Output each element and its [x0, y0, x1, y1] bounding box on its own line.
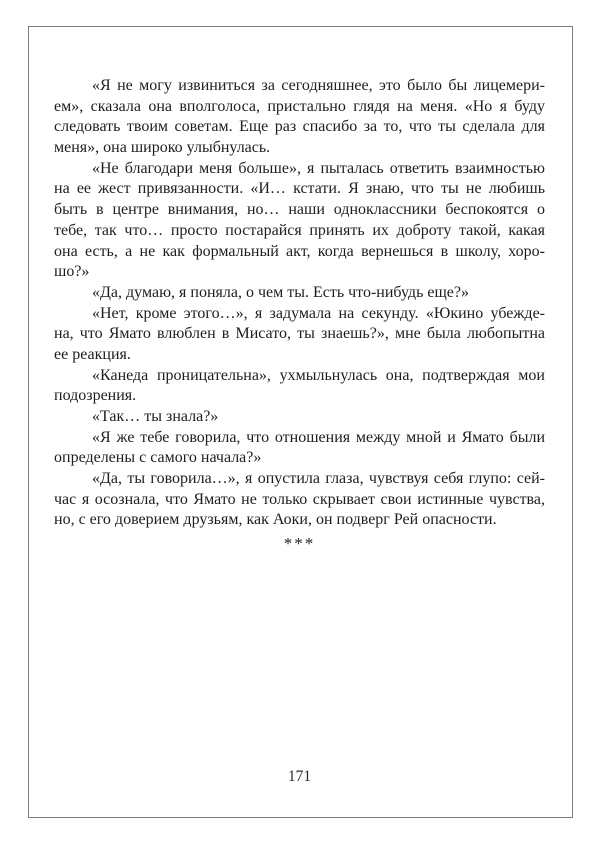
text-line: подозрения.: [54, 387, 137, 405]
paragraph: [54, 76, 545, 159]
page-number: 171: [287, 768, 312, 785]
text-line: «Канеда проницательна», ухмыльнулась она, подтверждая мои: [92, 366, 545, 384]
text-block: [54, 76, 545, 531]
text-line: «Нет, кроме этого…», я задумала на секунду. «Юкино убежде-: [92, 304, 545, 322]
text-line: быть в центре внимания, но… наши одноклассники беспокоятся о: [54, 201, 545, 219]
text-line: «Не благодари меня больше», я пыталась ответить взаимностью: [92, 159, 545, 177]
paragraph: [54, 283, 545, 304]
paragraph: [54, 159, 545, 283]
paragraph: [54, 304, 545, 366]
text-line: ее реакция.: [54, 345, 131, 363]
text-line: «Я не могу извиниться за сегодняшнее, это было бы лицемери-: [92, 77, 545, 94]
text-line: она есть, а не как формальный акт, когда вернешься в школу, хоро-: [54, 242, 545, 260]
text-line: час я осознала, что Ямато не только скрывает свои истинные чувства,: [54, 490, 545, 508]
text-line: меня», она широко улыбнулась.: [54, 139, 271, 157]
text-line: шо?»: [54, 263, 90, 281]
text-line: «Я же тебе говорила, что отношения между мной и Ямато были: [92, 428, 545, 446]
text-line: следовать твоим советам. Еще раз спасибо за то, что ты сделала для: [54, 118, 545, 136]
paragraph: [54, 469, 545, 531]
text-line: но, с его доверием друзьям, как Аоки, он подверг Рей опасности.: [54, 511, 497, 529]
text-line: ем», сказала она вполголоса, пристально глядя на меня. «Но я буду: [54, 97, 545, 115]
paragraph: [54, 366, 545, 407]
text-line: «Так… ты знала?»: [92, 408, 219, 425]
paragraph: [54, 407, 545, 428]
text-line: определены с самого начала?»: [54, 449, 262, 467]
section-separator: ***: [283, 534, 316, 553]
text-line: на, что Ямато влюблен в Мисато, ты знаешь?», мне была любопытна: [54, 325, 545, 343]
text-line: на ее жест привязанности. «И… кстати. Я знаю, что ты не любишь: [54, 180, 545, 198]
text-line: «Да, думаю, я поняла, о чем ты. Есть что-нибудь еще?»: [92, 283, 469, 301]
text-line: «Да, ты говорила…», я опустила глаза, чувствуя себя глупо: сей-: [92, 470, 545, 488]
text-line: тебе, так что… просто постарайся принять их доброту такой, какая: [54, 221, 545, 239]
paragraph: [54, 428, 545, 469]
